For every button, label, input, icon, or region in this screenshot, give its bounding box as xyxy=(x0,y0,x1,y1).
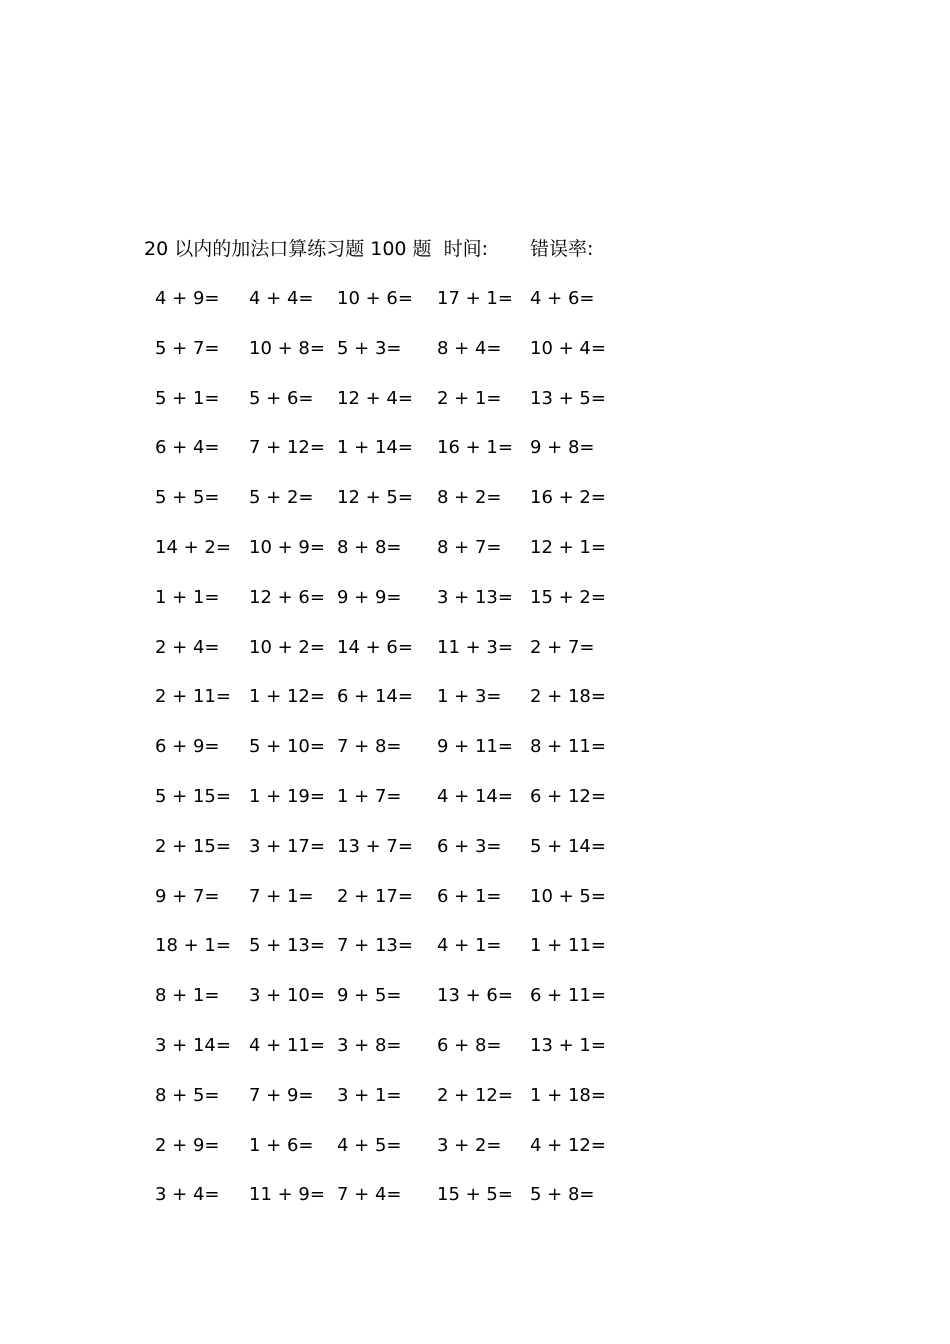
problem-item: 2 + 4= xyxy=(155,636,220,658)
problem-item: 6 + 3= xyxy=(437,835,502,857)
problem-item: 8 + 8= xyxy=(337,537,402,558)
problem-item: 6 + 9= xyxy=(155,736,220,758)
problem-item: 16 + 2= xyxy=(530,487,606,509)
page-title xyxy=(144,236,593,262)
problem-row xyxy=(0,832,950,862)
problem-item: 1 + 6= xyxy=(249,1134,314,1156)
problem-item: 3 + 2= xyxy=(437,1134,502,1156)
problem-item: 16 + 1= xyxy=(437,437,513,459)
problem-item: 13 + 6= xyxy=(437,985,513,1007)
problem-item: 9 + 8= xyxy=(530,437,595,459)
problem-item: 6 + 8= xyxy=(437,1035,502,1056)
problem-row xyxy=(0,533,950,563)
problem-item: 8 + 2= xyxy=(437,487,502,509)
problem-item: 8 + 4= xyxy=(437,337,502,359)
problem-item: 11 + 9= xyxy=(249,1184,325,1206)
problem-item: 1 + 11= xyxy=(530,935,606,957)
problem-item: 4 + 9= xyxy=(155,288,220,309)
problem-row xyxy=(0,284,950,314)
problem-row xyxy=(0,981,950,1011)
worksheet-title: 20 以内的加法口算练习题 100 题 xyxy=(144,238,432,260)
problem-item: 7 + 12= xyxy=(249,437,325,459)
problem-item: 5 + 8= xyxy=(530,1184,595,1206)
problem-row xyxy=(0,931,950,961)
problem-item: 5 + 2= xyxy=(249,487,314,509)
problem-item: 9 + 9= xyxy=(337,586,402,608)
problem-item: 18 + 1= xyxy=(155,935,231,957)
problem-item: 7 + 9= xyxy=(249,1084,314,1106)
problem-item: 15 + 2= xyxy=(530,586,606,608)
problem-row xyxy=(0,1031,950,1061)
problem-row xyxy=(0,732,950,762)
problem-item: 10 + 5= xyxy=(530,885,606,907)
problem-item: 6 + 11= xyxy=(530,985,606,1007)
problem-row xyxy=(0,384,950,414)
problem-item: 10 + 8= xyxy=(249,337,325,359)
problem-item: 4 + 12= xyxy=(530,1134,606,1156)
problem-row xyxy=(0,334,950,364)
problem-row xyxy=(0,483,950,513)
problem-item: 3 + 14= xyxy=(155,1035,231,1056)
problem-row xyxy=(0,1180,950,1210)
problem-row xyxy=(0,882,950,912)
problem-item: 13 + 7= xyxy=(337,835,413,857)
problem-row xyxy=(0,1081,950,1111)
problem-item: 2 + 9= xyxy=(155,1134,220,1156)
problem-item: 6 + 12= xyxy=(530,786,606,807)
problem-item: 11 + 3= xyxy=(437,636,513,658)
problem-row xyxy=(0,583,950,613)
problem-item: 8 + 1= xyxy=(155,985,220,1007)
problem-item: 1 + 1= xyxy=(155,586,220,608)
problem-item: 4 + 5= xyxy=(337,1134,402,1156)
problem-item: 15 + 5= xyxy=(437,1184,513,1206)
problem-item: 7 + 1= xyxy=(249,885,314,907)
problem-row xyxy=(0,633,950,663)
problem-item: 7 + 13= xyxy=(337,935,413,957)
problem-item: 3 + 10= xyxy=(249,985,325,1007)
problem-item: 5 + 3= xyxy=(337,337,402,359)
problem-item: 3 + 13= xyxy=(437,586,513,608)
problem-item: 1 + 12= xyxy=(249,686,325,708)
problem-item: 14 + 2= xyxy=(155,537,231,558)
problem-row xyxy=(0,433,950,463)
problem-item: 13 + 5= xyxy=(530,387,606,409)
error-rate-label: 错误率: xyxy=(529,238,594,260)
problem-item: 8 + 11= xyxy=(530,736,606,758)
problem-item: 7 + 4= xyxy=(337,1184,402,1206)
problem-item: 5 + 10= xyxy=(249,736,325,758)
problem-item: 2 + 12= xyxy=(437,1084,513,1106)
problem-item: 6 + 14= xyxy=(337,686,413,708)
problem-item: 3 + 4= xyxy=(155,1184,220,1206)
problem-item: 10 + 9= xyxy=(249,537,325,558)
problem-item: 3 + 1= xyxy=(337,1084,402,1106)
problem-item: 12 + 4= xyxy=(337,387,413,409)
problem-row xyxy=(0,782,950,812)
problem-item: 10 + 6= xyxy=(337,288,413,309)
problem-item: 1 + 19= xyxy=(249,786,325,807)
problem-item: 8 + 5= xyxy=(155,1084,220,1106)
problem-item: 6 + 4= xyxy=(155,437,220,459)
problem-item: 12 + 6= xyxy=(249,586,325,608)
problem-item: 5 + 7= xyxy=(155,337,220,359)
problem-item: 12 + 1= xyxy=(530,537,606,558)
problem-item: 9 + 5= xyxy=(337,985,402,1007)
problem-row xyxy=(0,682,950,712)
problem-item: 3 + 17= xyxy=(249,835,325,857)
problem-item: 1 + 18= xyxy=(530,1084,606,1106)
problem-item: 2 + 18= xyxy=(530,686,606,708)
problem-item: 2 + 17= xyxy=(337,885,413,907)
problem-item: 2 + 11= xyxy=(155,686,231,708)
problem-item: 4 + 6= xyxy=(530,288,595,309)
problem-item: 5 + 5= xyxy=(155,487,220,509)
problem-item: 4 + 14= xyxy=(437,786,513,807)
problem-item: 8 + 7= xyxy=(437,537,502,558)
problem-item: 12 + 5= xyxy=(337,487,413,509)
problem-item: 9 + 7= xyxy=(155,885,220,907)
problem-item: 10 + 2= xyxy=(249,636,325,658)
problem-row xyxy=(0,1131,950,1161)
problem-item: 7 + 8= xyxy=(337,736,402,758)
problem-item: 4 + 11= xyxy=(249,1035,325,1056)
problem-item: 2 + 7= xyxy=(530,636,595,658)
problem-item: 13 + 1= xyxy=(530,1035,606,1056)
problem-item: 4 + 1= xyxy=(437,935,502,957)
problem-item: 2 + 15= xyxy=(155,835,231,857)
problem-item: 5 + 1= xyxy=(155,387,220,409)
problem-item: 5 + 6= xyxy=(249,387,314,409)
problem-item: 5 + 14= xyxy=(530,835,606,857)
time-label: 时间: xyxy=(443,238,488,260)
problem-item: 2 + 1= xyxy=(437,387,502,409)
problem-item: 1 + 7= xyxy=(337,786,402,807)
problem-item: 5 + 13= xyxy=(249,935,325,957)
problem-item: 17 + 1= xyxy=(437,288,513,309)
problem-item: 1 + 14= xyxy=(337,437,413,459)
problem-item: 1 + 3= xyxy=(437,686,502,708)
problem-item: 4 + 4= xyxy=(249,288,314,309)
problem-item: 6 + 1= xyxy=(437,885,502,907)
problem-item: 3 + 8= xyxy=(337,1035,402,1056)
problem-item: 5 + 15= xyxy=(155,786,231,807)
problem-item: 9 + 11= xyxy=(437,736,513,758)
problem-item: 14 + 6= xyxy=(337,636,413,658)
problem-item: 10 + 4= xyxy=(530,337,606,359)
